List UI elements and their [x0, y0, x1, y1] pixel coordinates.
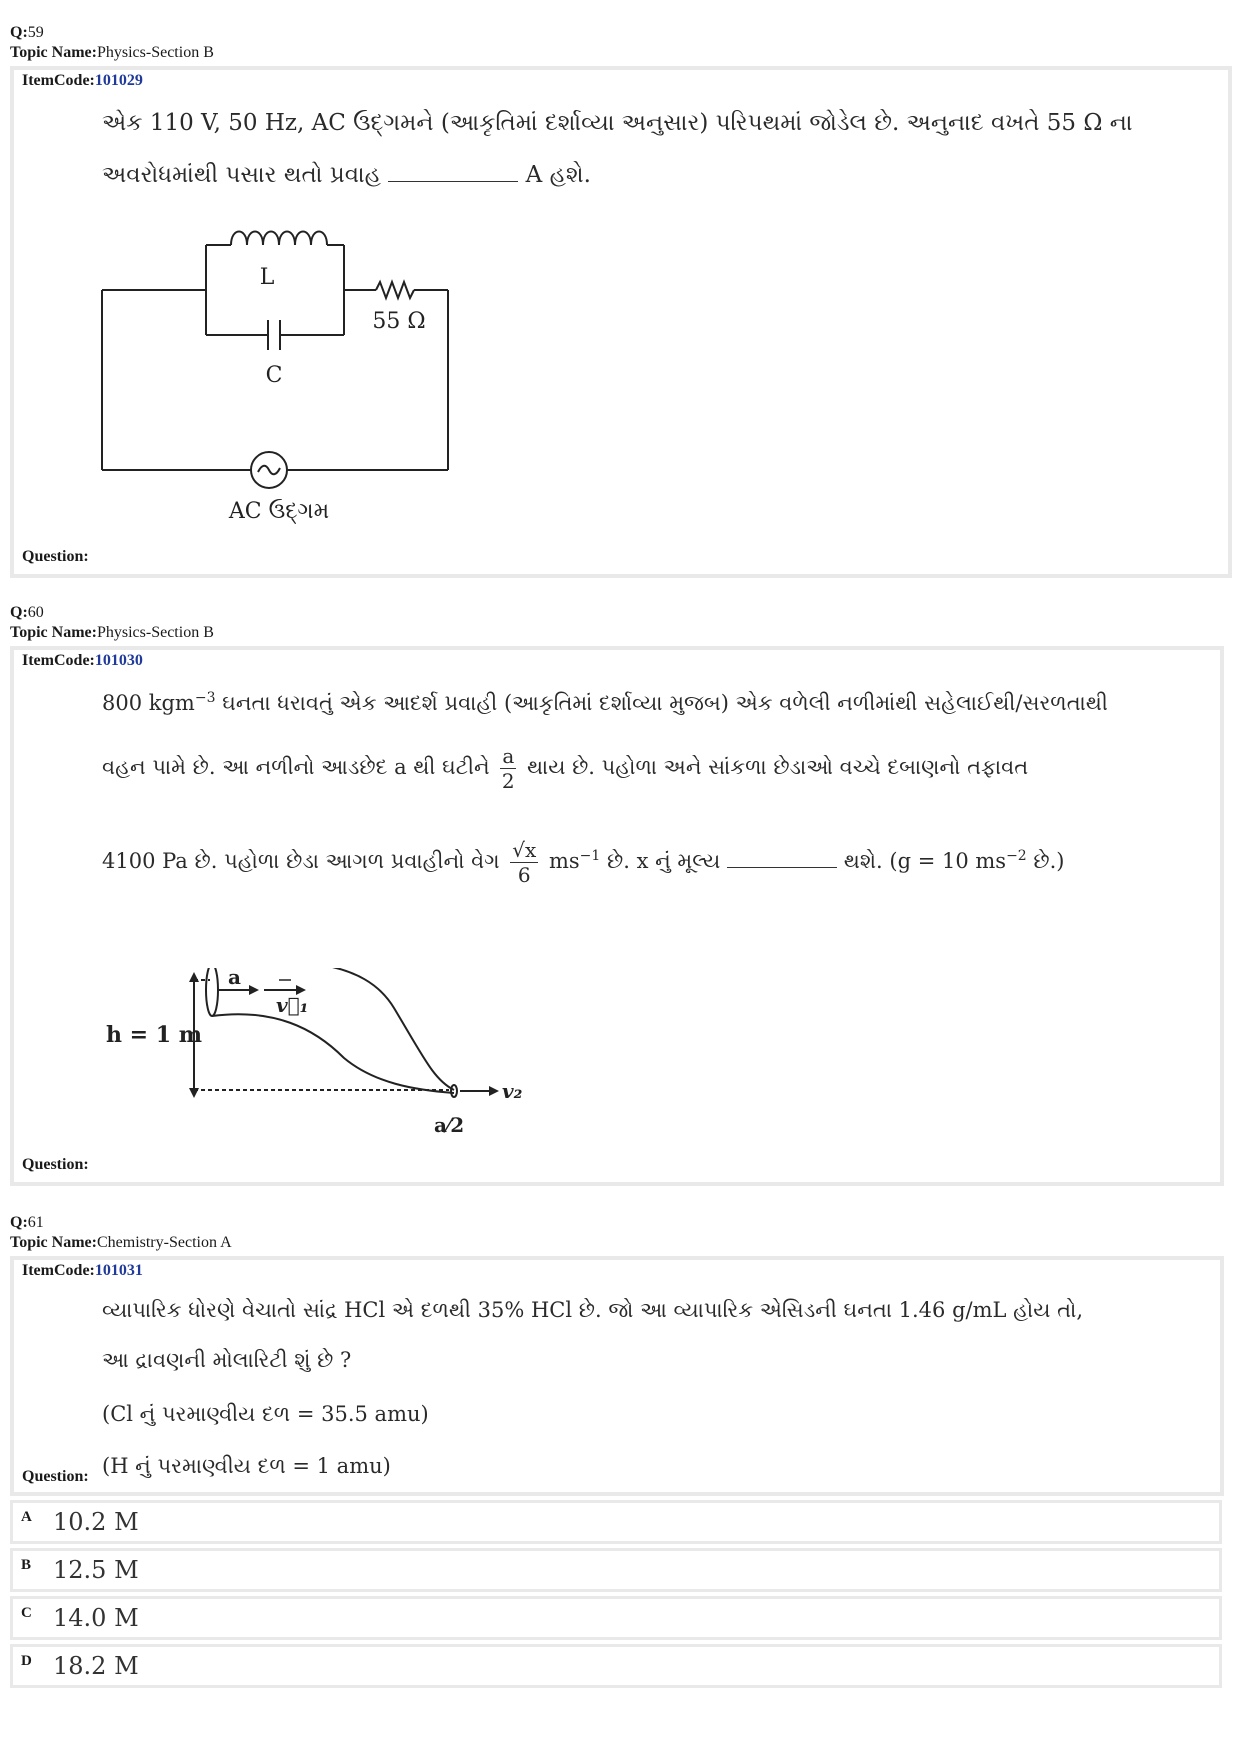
height-label: h = 1 m	[106, 1022, 202, 1048]
q59-text-line2: અવરોધમાંથી પસાર થતો પ્રવાહ A હશે.	[102, 162, 591, 188]
q61-question-box	[10, 1256, 1224, 1496]
q61-topic: Topic Name:Chemistry-Section A	[10, 1234, 232, 1251]
q61-text-line2: આ દ્રાવણની મોલારિટી શું છે ?	[102, 1348, 352, 1372]
q59-item-code: ItemCode:101029	[22, 72, 143, 89]
q60-number: Q:60	[10, 604, 44, 621]
q61-text-line4: (H નું પરમાણ્વીય દળ = 1 amu)	[102, 1454, 391, 1478]
resistor-label: 55 Ω	[372, 309, 426, 334]
pipe-area-a-half-label: a⁄2	[434, 1113, 465, 1137]
inductor-label: L	[259, 265, 275, 290]
option-text: 12.5 M	[53, 1556, 139, 1584]
q60-question-box	[10, 646, 1224, 1186]
option-letter: C	[21, 1605, 32, 1621]
answer-blank	[727, 867, 837, 868]
ac-source-label: AC ઉદ્ગમ	[228, 499, 330, 524]
q59-number: Q:59	[10, 24, 44, 41]
q60-topic: Topic Name:Physics-Section B	[10, 624, 214, 641]
option-text: 10.2 M	[53, 1508, 139, 1536]
q60-text-line2: વહન પામે છે. આ નળીનો આડછેદ a થી ઘટીને $\frac{a}{2}$ થાય છે. પહોળા અને સાંકળા છેડાઓ વચ્ચે દબાણનો તફાવત	[102, 744, 1029, 793]
option-text: 18.2 M	[53, 1652, 139, 1680]
option-letter: B	[21, 1557, 32, 1573]
q60-item-code: ItemCode:101030	[22, 652, 143, 669]
velocity-v1-label: v⃗₁	[276, 993, 309, 1017]
q59-text-line1: એક 110 V, 50 Hz, AC ઉદ્ગમને (આકૃતિમાં દર્શાવ્યા અનુસાર) પરિપથમાં જોડેલ છે. અનુનાદ વખતે 55 Ω ના	[102, 110, 1133, 136]
q61-item-code: ItemCode:101031	[22, 1262, 143, 1279]
inductor-coil	[231, 232, 327, 246]
option-letter: A	[21, 1509, 32, 1525]
fraction-a-over-2: $\frac{a}{2}$	[501, 744, 515, 793]
q60-text-line1: 800 kgm$^{-3}$ ઘનતા ધરાવતું એક આદર્શ પ્રવાહી (આકૃતિમાં દર્શાવ્યા મુજબ) એક વળેલી નળીમાંથી સહેલાઈથી/સરળતાથી	[102, 690, 1108, 715]
q59-topic: Topic Name:Physics-Section B	[10, 44, 214, 61]
resistor-zigzag	[376, 282, 414, 298]
fraction-sqrtx-over-6: $\frac{√x}{6}$	[512, 838, 537, 887]
velocity-v2-label: v₂	[502, 1079, 523, 1103]
q61-question-label: Question:	[22, 1468, 89, 1485]
option-letter: D	[21, 1653, 32, 1669]
bent-pipe-diagram	[94, 968, 614, 1148]
q60-text-line3: 4100 Pa છે. પહોળા છેડા આગળ પ્રવાહીનો વેગ $\frac{√x}{6}$ $ms^{-1}$ છે. x નું મૂલ્ય થશે. (g = 10 $ms^{-2}$ છે.)	[102, 838, 1065, 887]
q61-number: Q:61	[10, 1214, 44, 1231]
q61-text-line1: વ્યાપારિક ધોરણે વેચાતો સાંદ્ર HCl એ દળથી 35% HCl છે. જો આ વ્યાપારિક એસિડની ઘનતા 1.46 g/mL હોય તો,	[102, 1298, 1084, 1322]
option-d[interactable]	[10, 1644, 1222, 1688]
option-c[interactable]	[10, 1596, 1222, 1640]
q61-text-line3: (Cl નું પરમાણ્વીય દળ = 35.5 amu)	[102, 1402, 429, 1426]
lc-circuit-diagram	[94, 220, 534, 540]
q60-question-label: Question:	[22, 1156, 89, 1173]
answer-blank	[388, 181, 518, 182]
capacitor-label: C	[265, 363, 283, 388]
option-a[interactable]	[10, 1500, 1222, 1544]
option-text: 14.0 M	[53, 1604, 139, 1632]
pipe-area-a-label: a	[228, 968, 241, 989]
q59-question-label: Question:	[22, 548, 89, 565]
option-b[interactable]	[10, 1548, 1222, 1592]
q59-question-box	[10, 66, 1232, 578]
